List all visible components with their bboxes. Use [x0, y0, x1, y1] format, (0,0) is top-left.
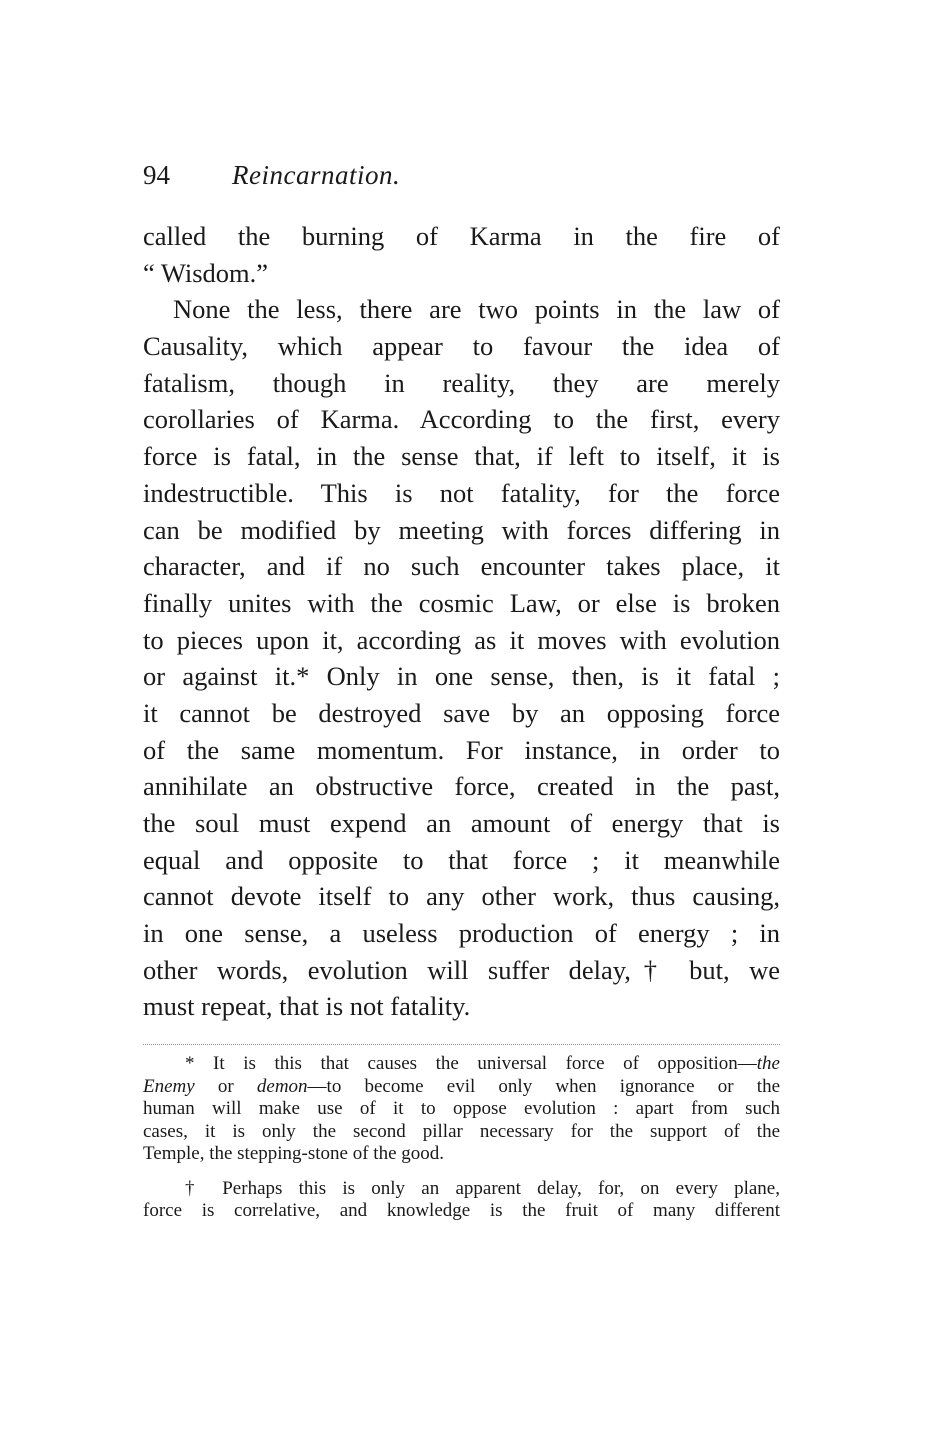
text-line: other words, evolution will suffer delay,† but, we: [143, 954, 780, 985]
footnote-line: human will make use of it to oppose evolution : apart from such: [143, 1098, 780, 1119]
text-line: called the burning of Karma in the fire of: [143, 221, 780, 251]
text-line: annihilate an obstructive force, created in the past,: [143, 771, 780, 802]
text-line: finally unites with the cosmic Law, or else is broken: [143, 587, 780, 618]
text-line: indestructible. This is not fatality, for the force: [143, 477, 780, 508]
footnote-line: † Perhaps this is only an apparent delay, for, on every plane,: [185, 1177, 780, 1199]
footnote-line: force is correlative, and knowledge is the fruit of many different: [143, 1200, 780, 1221]
text-line: Causality, which appear to favour the idea of: [143, 331, 780, 362]
footnote-line: [143, 1053, 780, 1076]
text-line: “ Wisdom.”: [143, 257, 269, 288]
text-line: corollaries of Karma. According to the first, every: [143, 404, 780, 435]
text-line: can be modified by meeting with forces differing in: [143, 514, 780, 545]
text-line: cannot devote itself to any other work, thus causing,: [143, 881, 780, 912]
footnote-italic: Enemy: [143, 1075, 195, 1097]
footnote-italic: demon: [256, 1075, 308, 1097]
footnote-text: —to become evil only when ignorance or the: [307, 1075, 780, 1097]
footnote-line: Temple, the stepping-stone of the good.: [143, 1143, 445, 1164]
footnotes: [143, 1053, 780, 1223]
text-line: of the same momentum. For instance, in order to: [143, 734, 780, 765]
footnote-line: [143, 1076, 780, 1099]
text-line: must repeat, that is not fatality.: [143, 991, 471, 1022]
text-line: it cannot be destroyed save by an opposing force: [143, 697, 780, 728]
text-line: in one sense, a useless production of energy ; in: [143, 918, 780, 949]
text-line: or against it.* Only in one sense, then, is it fatal ;: [143, 661, 780, 692]
running-title: Reincarnation.: [232, 160, 401, 190]
text-line: to pieces upon it, according as it moves with evolution: [143, 624, 780, 655]
text-line: the soul must expend an amount of energy that is: [143, 808, 780, 838]
text-line: fatalism, though in reality, they are merely: [143, 367, 780, 398]
footnote-line: cases, it is only the second pillar necessary for the support of the: [143, 1120, 780, 1142]
page-number: 94: [143, 160, 170, 190]
text-line: None the less, there are two points in the law of: [173, 294, 780, 325]
footnote-text: or: [194, 1075, 257, 1097]
footnote-italic: the: [756, 1053, 780, 1074]
footnote-text: * It is this that causes the universal force of opposition—: [185, 1053, 757, 1074]
footnote-separator: [143, 1044, 780, 1045]
body-text: [143, 218, 780, 1025]
text-line: equal and opposite to that force ; it meanwhile: [143, 844, 780, 875]
text-line: force is fatal, in the sense that, if left to itself, it is: [143, 441, 780, 472]
text-line: character, and if no such encounter takes place, it: [143, 551, 780, 582]
